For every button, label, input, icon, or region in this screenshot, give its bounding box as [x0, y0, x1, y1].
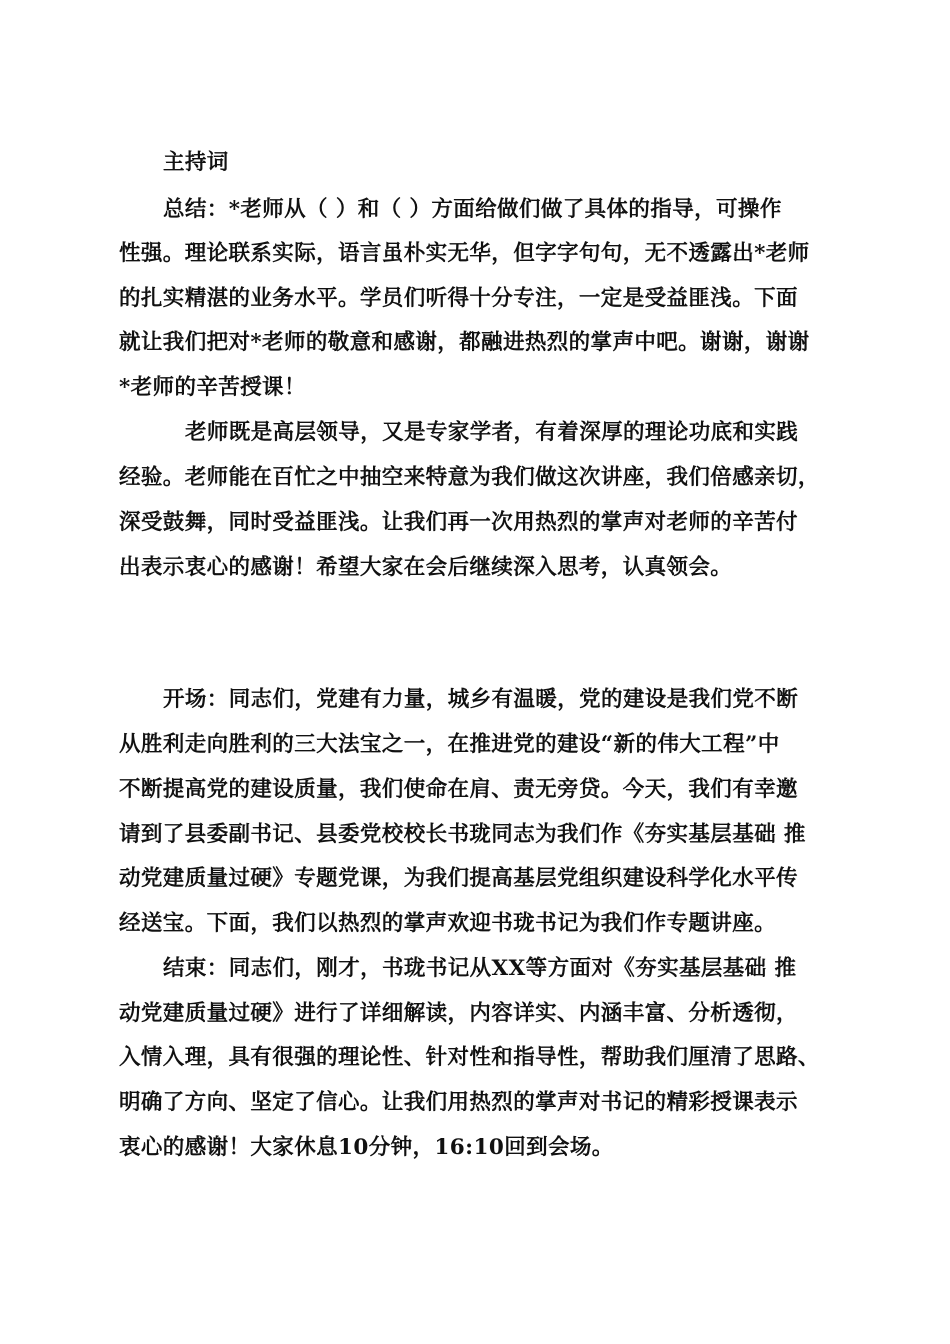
paragraph-3-line-6: 经送宝。下面，我们以热烈的掌声欢迎书珑书记为我们作专题讲座。: [119, 911, 777, 936]
paragraph-3-line-4: 请到了县委副书记、县委党校校长书珑同志为我们作《夯实基层基础 推: [119, 822, 806, 847]
document-title: 主持词: [163, 150, 229, 175]
paragraph-1-line-1: 总结：*老师从（ ）和（ ）方面给做们做了具体的指导，可操作: [163, 197, 782, 222]
paragraph-3-line-2: 从胜利走向胜利的三大法宝之一，在推进党的建设“新的伟大工程”中: [119, 732, 780, 757]
paragraph-3-line-5: 动党建质量过硬》专题党课，为我们提高基层党组织建设科学化水平传: [119, 866, 798, 891]
paragraph-1-line-3: 的扎实精湛的业务水平。学员们听得十分专注，一定是受益匪浅。下面: [119, 286, 798, 311]
paragraph-3-line-3: 不断提高党的建设质量，我们使命在肩、责无旁贷。今天，我们有幸邀: [119, 777, 798, 802]
paragraph-1-line-2: 性强。理论联系实际，语言虽朴实无华，但字字句句，无不透露出*老师: [119, 241, 810, 266]
paragraph-1-line-4: 就让我们把对*老师的敬意和感谢，都融进热烈的掌声中吧。谢谢，谢谢: [119, 330, 810, 355]
paragraph-2-line-2: 经验。老师能在百忙之中抽空来特意为我们做这次讲座，我们倍感亲切，: [119, 465, 820, 490]
paragraph-2-line-4: 出表示衷心的感谢！希望大家在会后继续深入思考，认真领会。: [119, 555, 733, 580]
paragraph-4-line-3: 入情入理，具有很强的理论性、针对性和指导性，帮助我们厘清了思路、: [119, 1045, 820, 1070]
paragraph-1-line-5: *老师的辛苦授课！: [119, 375, 306, 400]
paragraph-4-line-4: 明确了方向、坚定了信心。让我们用热烈的掌声对书记的精彩授课表示: [119, 1090, 798, 1115]
paragraph-2-line-3: 深受鼓舞，同时受益匪浅。让我们再一次用热烈的掌声对老师的辛苦付: [119, 510, 798, 535]
paragraph-3-line-1: 开场：同志们，党建有力量，城乡有温暖，党的建设是我们党不断: [163, 687, 799, 712]
paragraph-4-line-5: 衷心的感谢！大家休息10分钟，16:10回到会场。: [119, 1135, 614, 1160]
paragraph-2-line-1: 老师既是高层领导，又是专家学者，有着深厚的理论功底和实践: [185, 420, 799, 445]
paragraph-4-line-2: 动党建质量过硬》进行了详细解读，内容详实、内涵丰富、分析透彻，: [119, 1001, 798, 1026]
paragraph-4-line-1: 结束：同志们，刚才，书珑书记从XX等方面对《夯实基层基础 推: [163, 956, 797, 981]
